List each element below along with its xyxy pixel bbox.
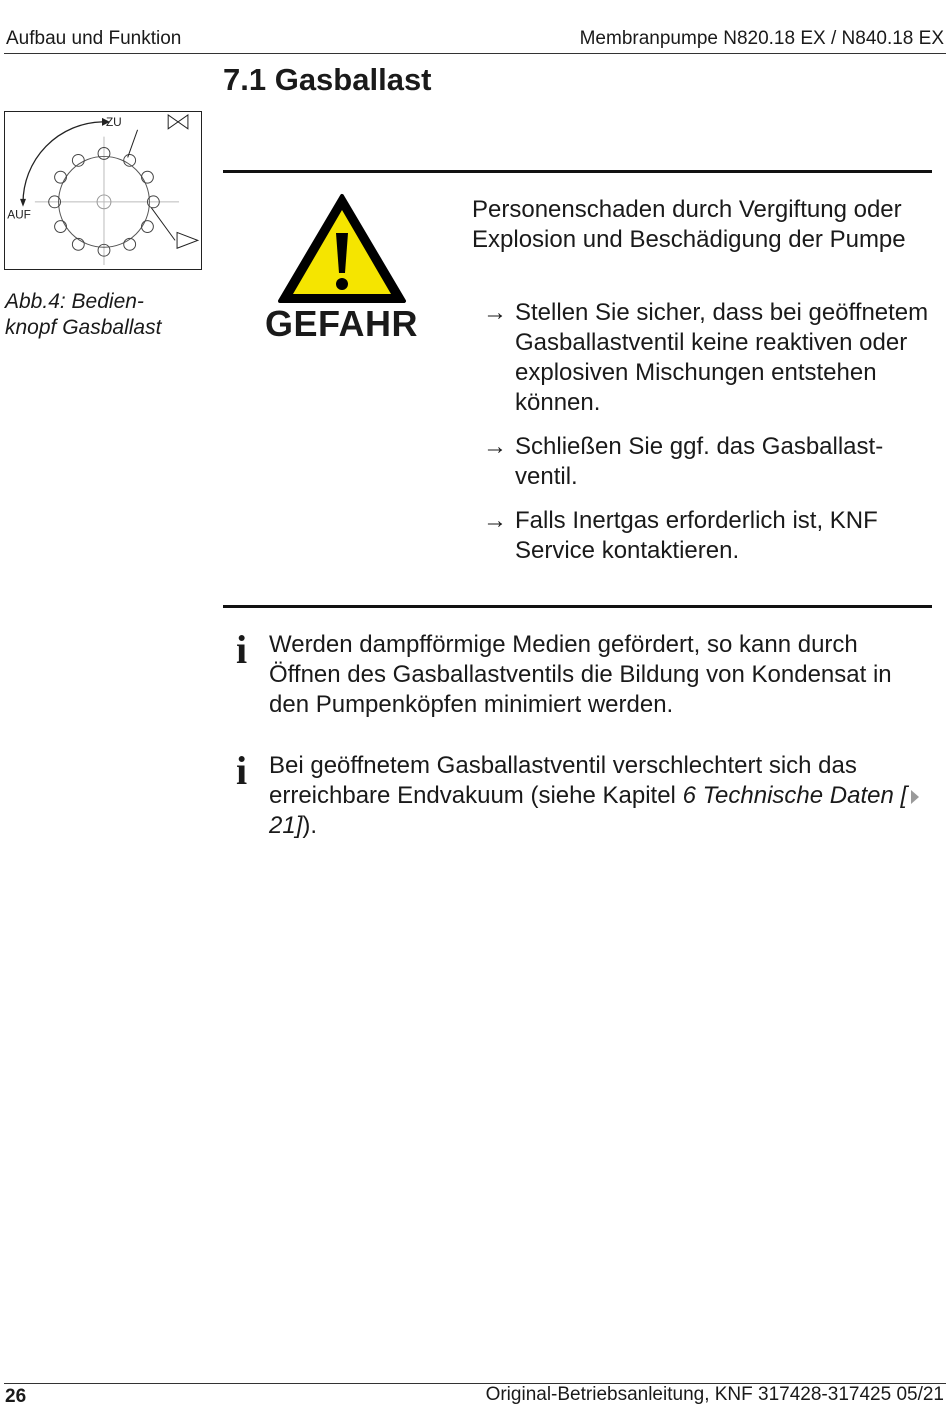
bullet-text: Stellen Sie sicher, dass bei geöffnetem Gasballastventil keine reaktiven oder explosiven Mischungen entstehen können. [515, 299, 929, 416]
knob-diagram [5, 112, 201, 269]
reference-text: 6 Technische Daten [ [682, 782, 908, 809]
bullet-text: Schließen Sie ggf. das Gasballastventil. [515, 433, 884, 490]
warning-bottom-rule [223, 605, 932, 608]
arrow-icon: → [483, 299, 507, 326]
info-icon: i [236, 748, 248, 793]
caption-line-2: knopf Gasballast [5, 316, 162, 339]
label-auf: AUF [7, 207, 31, 222]
bullet-text: Falls Inertgas erforderlich ist, KNF Service kontaktieren. [515, 507, 878, 564]
footer-document-id: Original-Betriebsanleitung, KNF 317428-317425 05/21 [485, 1384, 944, 1405]
header-divider [4, 53, 946, 54]
header-chapter: Aufbau und Funktion [6, 28, 182, 49]
note-text [269, 751, 926, 841]
arrow-icon: → [483, 433, 507, 460]
caption-line-1: Abb.4: Bedien- [5, 290, 144, 313]
note-text: Werden dampfförmige Medien gefördert, so kann durch Öffnen des Gasballastventils die Bildung von Kondensat in den Pumpenköpfen minimiert werden. [269, 631, 892, 718]
header-product: Membranpumpe N820.18 EX / N840.18 EX [579, 28, 944, 49]
gas-ballast-knob-figure [4, 111, 202, 270]
note-text-suffix: ). [302, 812, 318, 839]
list-item [483, 506, 933, 566]
note-text-prefix: Bei geöffnetem Gasballastventil verschlechtert sich das erreichbare Endvakuum (siehe Kapitel [269, 752, 857, 809]
page-number: 26 [5, 1386, 27, 1407]
info-note-2 [236, 748, 926, 841]
reference-page: 21] [269, 812, 303, 839]
info-note-1 [236, 627, 926, 720]
info-icon: i [236, 627, 248, 672]
warning-top-rule [223, 170, 932, 173]
list-item [483, 298, 933, 418]
list-item [483, 432, 933, 492]
arrow-icon: → [483, 507, 507, 534]
figure-caption [5, 289, 195, 341]
page-arrow-icon [911, 790, 919, 804]
label-zu: ZU [105, 114, 122, 129]
warning-bullets [483, 298, 933, 580]
warning-text: Personenschaden durch Vergiftung oder Explosion und Beschädigung der Pumpe [472, 196, 906, 253]
section-title: 7.1 Gasballast [223, 62, 432, 97]
warning-triangle-icon [277, 193, 407, 305]
warning-label: GEFAHR [265, 303, 419, 344]
